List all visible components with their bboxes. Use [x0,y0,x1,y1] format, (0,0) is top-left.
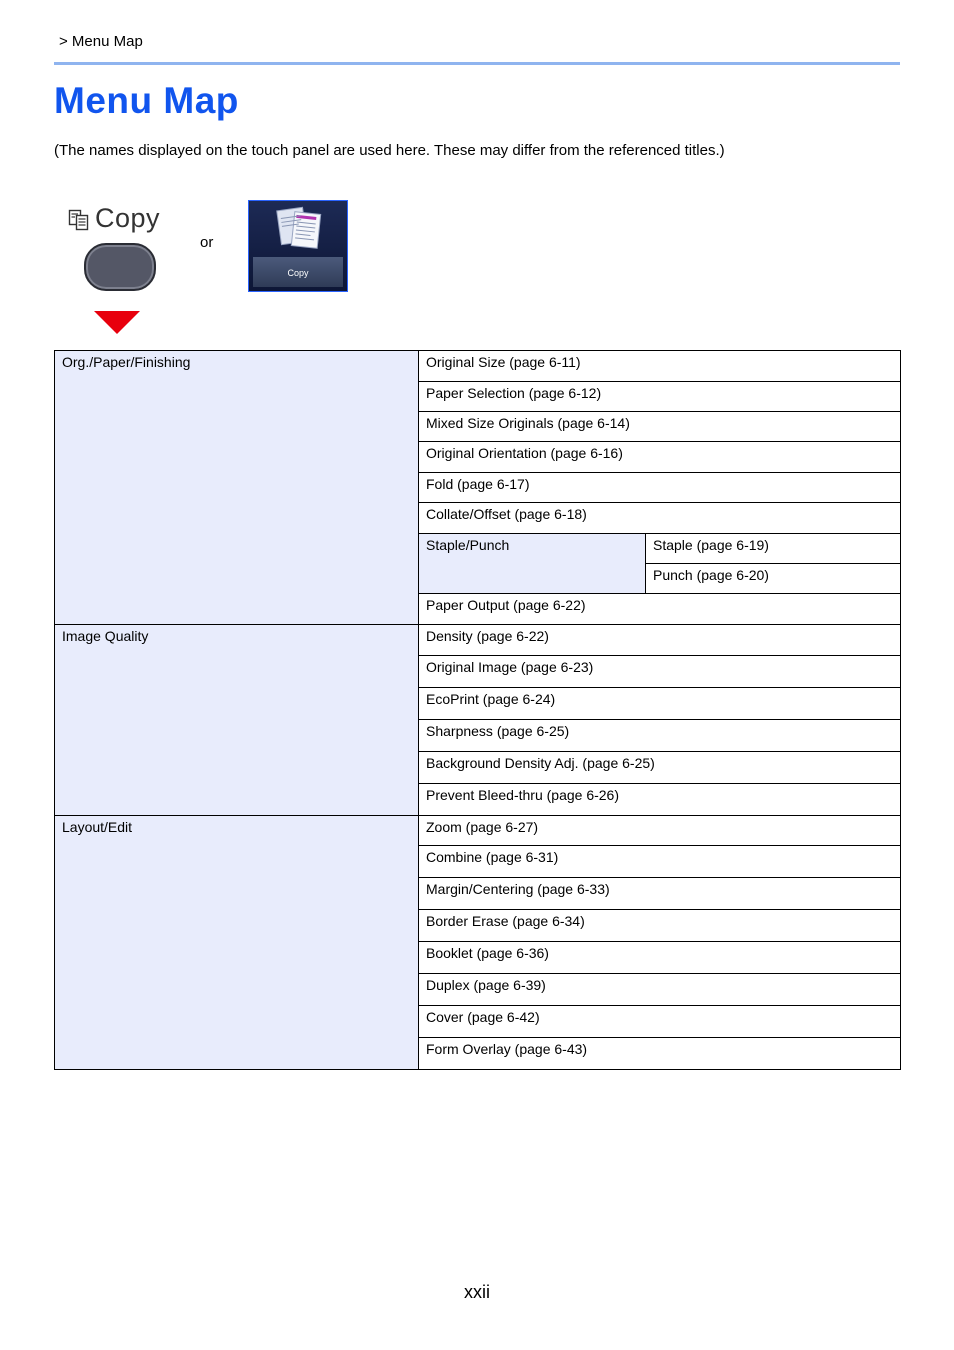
menu-category: Org./Paper/Finishing [55,351,419,625]
menu-item[interactable]: Punch (page 6-20) [646,564,901,594]
copy-pages-icon [275,205,323,255]
menu-item[interactable]: Staple (page 6-19) [646,534,901,564]
menu-item[interactable]: Fold (page 6-17) [419,473,901,503]
menu-item[interactable]: Booklet (page 6-36) [419,942,901,974]
copy-key-label: Copy [95,203,161,233]
menu-item[interactable]: Form Overlay (page 6-43) [419,1038,901,1070]
menu-item[interactable]: Sharpness (page 6-25) [419,720,901,752]
panel-copy-label: Copy [287,268,309,278]
copy-hardware-button[interactable] [84,243,156,291]
menu-item[interactable]: Border Erase (page 6-34) [419,910,901,942]
down-arrow-icon [94,311,140,334]
menu-item[interactable]: Paper Selection (page 6-12) [419,382,901,412]
page-number: xxii [464,1282,490,1302]
touch-panel-copy-icon[interactable] [248,200,348,292]
table-row [55,351,901,382]
menu-category: Image Quality [55,625,419,816]
menu-item[interactable]: Density (page 6-22) [419,625,901,656]
header-rule [54,62,900,65]
or-text: or [200,234,214,251]
menu-item[interactable]: Original Orientation (page 6-16) [419,442,901,473]
menu-item[interactable]: Paper Output (page 6-22) [419,594,901,625]
menu-item[interactable]: Original Size (page 6-11) [419,351,901,382]
menu-item[interactable]: Original Image (page 6-23) [419,656,901,688]
menu-item[interactable]: Zoom (page 6-27) [419,816,901,846]
menu-item[interactable]: Background Density Adj. (page 6-25) [419,752,901,784]
page-title: Menu Map [54,80,239,121]
menu-item[interactable]: EcoPrint (page 6-24) [419,688,901,720]
menu-item[interactable]: Duplex (page 6-39) [419,974,901,1006]
copy-key [68,203,168,293]
menu-category: Layout/Edit [55,816,419,1070]
menu-item[interactable]: Combine (page 6-31) [419,846,901,878]
breadcrumb[interactable]: > Menu Map [59,33,143,50]
menu-item[interactable]: Prevent Bleed-thru (page 6-26) [419,784,901,816]
menu-map-table [54,350,901,1070]
table-row [55,816,901,846]
intro-text: (The names displayed on the touch panel are used here. These may differ from the referenced titles.) [54,142,725,159]
menu-item[interactable]: Mixed Size Originals (page 6-14) [419,412,901,442]
table-row [55,625,901,656]
copy-documents-icon [68,209,90,231]
menu-subgroup: Staple/Punch [419,534,646,594]
menu-item[interactable]: Collate/Offset (page 6-18) [419,503,901,534]
menu-item[interactable]: Margin/Centering (page 6-33) [419,878,901,910]
menu-item[interactable]: Cover (page 6-42) [419,1006,901,1038]
